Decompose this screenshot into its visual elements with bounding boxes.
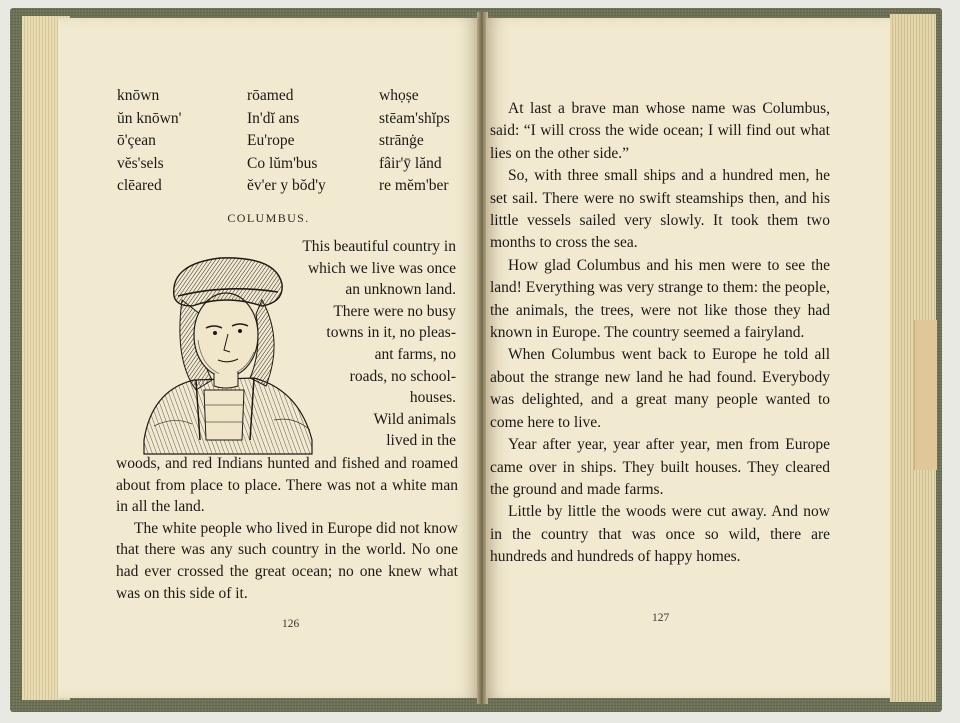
page-number: 126 bbox=[282, 618, 300, 630]
paragraph: So, with three small ships and a hundred men, he set sail. There were no swift steamships then, and his little vessels sailed very slowly. It took them two months to cross the sea. bbox=[490, 167, 830, 252]
vocab-word: fâir'ȳ lănd bbox=[379, 154, 442, 172]
paragraph: Year after year, year after year, men from Europe came over in ships. They built houses. They cleared the ground and made farms. bbox=[490, 436, 830, 498]
paragraph: When Columbus went back to Europe he told all about the strange new land he had found. Everybody was delighted, and a great many people wanted to come here to live. bbox=[490, 346, 830, 431]
text-line: houses. bbox=[409, 389, 456, 407]
text-line: ant farms, no bbox=[374, 345, 456, 363]
right-page bbox=[486, 18, 890, 698]
vocab-word: re mĕm'ber bbox=[379, 177, 449, 194]
text-line: towns in it, no pleas- bbox=[326, 324, 456, 342]
text-line: This beautiful country in bbox=[302, 238, 456, 255]
vocab-word: Co lŭm'bus bbox=[247, 154, 318, 172]
vocab-word: vĕs'sels bbox=[117, 154, 164, 172]
vocab-word: strānġe bbox=[379, 132, 424, 149]
text-line: Wild animals bbox=[373, 410, 456, 428]
vocab-word: In'dĭ ans bbox=[247, 109, 300, 127]
text-line: which we live was once bbox=[307, 259, 456, 277]
left-page bbox=[58, 18, 479, 698]
left-body-text bbox=[116, 453, 458, 604]
vocab-word: ŭn knōwn' bbox=[117, 109, 182, 127]
wrapped-text-block bbox=[270, 236, 456, 452]
chapter-heading: COLUMBUS. bbox=[227, 211, 310, 225]
paragraph: Little by little the woods were cut away. And now in the country that was once so wild, there are hundreds and hundreds of happy homes. bbox=[490, 503, 830, 566]
vocab-word: ō'çean bbox=[117, 132, 156, 149]
vocab-word: ĕv'er y bŏd'y bbox=[247, 177, 326, 194]
text-line: lived in the bbox=[386, 432, 456, 450]
vocab-word: knōwn bbox=[117, 87, 160, 104]
vocab-word: stēam'shĭps bbox=[379, 109, 450, 127]
bookmark-tab bbox=[914, 320, 937, 470]
text-line: There were no busy bbox=[333, 302, 456, 320]
vocab-word: whọșe bbox=[379, 87, 419, 104]
page-number: 127 bbox=[652, 612, 670, 624]
vocab-word: clēared bbox=[117, 177, 162, 194]
right-body-text bbox=[490, 98, 830, 569]
paragraph: woods, and red Indians hunted and fished and roamed about from place to place. There was not a white man in all the land. bbox=[116, 455, 458, 516]
paragraph: How glad Columbus and his men were to see the land! Everything was very strange to them: the people, the animals, the trees, were not like those they had known in Europe. The country seemed a fairyland. bbox=[490, 256, 830, 342]
paragraph: The white people who lived in Europe did not know that there was any such country in the world. No one had ever crossed the great ocean; no one knew what was on this side of it. bbox=[116, 519, 458, 602]
text-line: an unknown land. bbox=[345, 281, 456, 299]
vocab-word: rōamed bbox=[247, 87, 294, 104]
text-line: roads, no school- bbox=[349, 367, 456, 385]
vocab-word: Eu'rope bbox=[247, 132, 295, 149]
vocabulary-list bbox=[117, 85, 459, 198]
paragraph: At last a brave man whose name was Columbus, said: “I will cross the wide ocean; I will find out what lies on the other side.” bbox=[490, 100, 830, 162]
